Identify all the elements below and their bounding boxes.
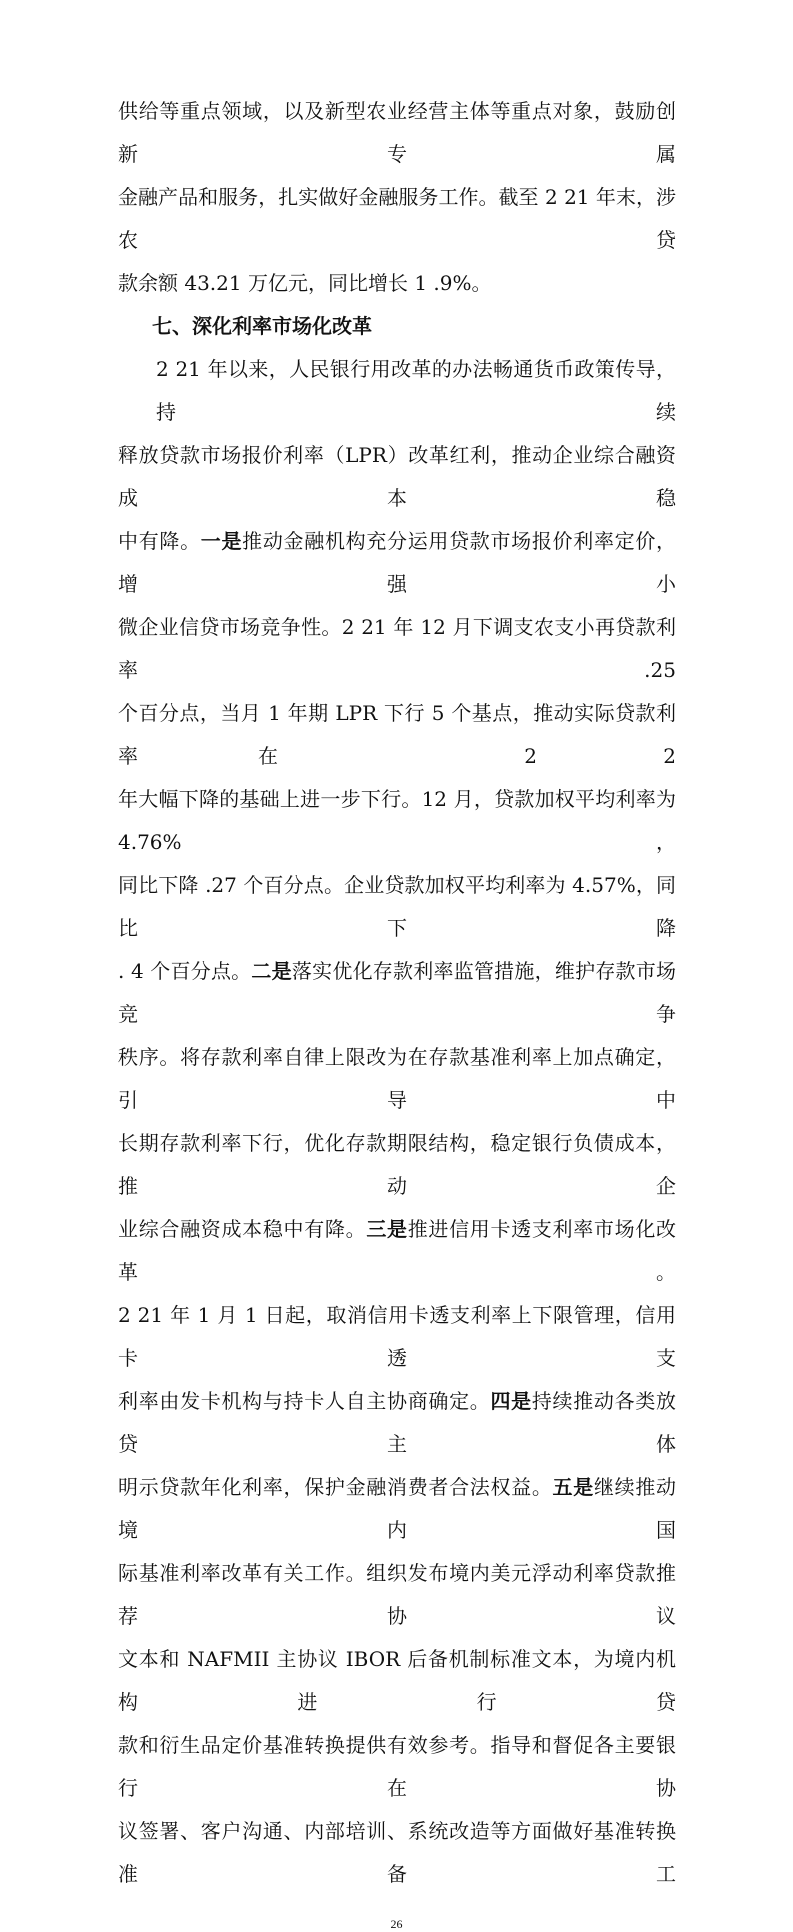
text-segment: 利率由发卡机构与持卡人自主协商确定。 — [118, 1389, 491, 1413]
text-segment: 金融产品和服务，扎实做好金融服务工作。截至 2 21 年末，涉农贷 — [118, 185, 676, 252]
bold-keyword: 五是 — [552, 1475, 594, 1499]
text-segment: 款余额 43.21 万亿元，同比增长 1 .9%。 — [118, 271, 492, 295]
text-segment: 供给等重点领域，以及新型农业经营主体等重点对象，鼓励创新专属 — [118, 99, 676, 166]
text-line — [118, 1036, 676, 1122]
text-line — [118, 1380, 676, 1466]
text-line — [118, 1724, 676, 1810]
text-line — [118, 348, 676, 434]
text-segment: 文本和 NAFMII 主协议 IBOR 后备机制标准文本，为境内机构进行贷 — [118, 1647, 676, 1714]
text-line — [118, 1552, 676, 1638]
text-line — [118, 1208, 676, 1294]
text-line — [118, 778, 676, 864]
text-line — [118, 1294, 676, 1380]
text-line — [118, 262, 676, 305]
text-segment: 议签署、客户沟通、内部培训、系统改造等方面做好基准转换准备工 — [118, 1819, 676, 1886]
bold-keyword: 二是 — [251, 959, 292, 983]
bold-keyword: 四是 — [490, 1389, 532, 1413]
text-line — [118, 1122, 676, 1208]
bold-keyword: 一是 — [200, 529, 243, 553]
text-segment: 年大幅下降的基础上进一步下行。12 月，贷款加权平均利率为 4.76%， — [118, 787, 676, 854]
page-number: 26 — [390, 1917, 403, 1931]
text-line — [118, 520, 676, 606]
text-segment: 际基准利率改革有关工作。组织发布境内美元浮动利率贷款推荐协议 — [118, 1561, 676, 1628]
text-segment: 长期存款利率下行，优化存款期限结构，稳定银行负债成本，推动企 — [118, 1131, 676, 1198]
text-line — [118, 90, 676, 176]
text-line — [118, 864, 676, 950]
text-segment: 明示贷款年化利率，保护金融消费者合法权益。 — [118, 1475, 553, 1499]
text-segment: 推进信用卡透支利率市场化改革。 — [118, 1217, 677, 1284]
text-segment: 同比下降 .27 个百分点。企业贷款加权平均利率为 4.57%，同比下降 — [118, 873, 676, 940]
text-line — [118, 1638, 676, 1724]
text-segment: 秩序。将存款利率自律上限改为在存款基准利率上加点确定，引导中 — [118, 1045, 676, 1112]
text-line — [118, 1466, 676, 1552]
text-line — [118, 692, 676, 778]
text-segment: 2 21 年 1 月 1 日起，取消信用卡透支利率上下限管理，信用卡透支 — [118, 1303, 676, 1370]
text-segment: 微企业信贷市场竞争性。2 21 年 12 月下调支农支小再贷款利率 .25 — [118, 615, 676, 682]
text-segment: 中有降。 — [118, 529, 201, 553]
text-segment: 继续推动境内国 — [118, 1475, 677, 1542]
document-body — [118, 0, 676, 1896]
text-line — [118, 950, 676, 1036]
text-segment: 释放贷款市场报价利率（LPR）改革红利，推动企业综合融资成本稳 — [118, 443, 676, 510]
text-line — [118, 434, 676, 520]
text-segment: 持续推动各类放贷主体 — [118, 1389, 677, 1456]
text-segment: 推动金融机构充分运用贷款市场报价利率定价，增强小 — [118, 529, 677, 596]
text-segment: 款和衍生品定价基准转换提供有效参考。指导和督促各主要银行在协 — [118, 1733, 676, 1800]
text-segment: 个百分点，当月 1 年期 LPR 下行 5 个基点，推动实际贷款利率在 2 2 — [118, 701, 676, 768]
text-segment: 2 21 年以来，人民银行用改革的办法畅通货币政策传导，持续 — [156, 357, 676, 424]
text-segment: 七、深化利率市场化改革 — [152, 314, 372, 338]
bold-keyword: 三是 — [366, 1217, 408, 1241]
text-line — [118, 176, 676, 262]
text-line — [118, 1810, 676, 1896]
text-segment: 落实优化存款利率监管措施，维护存款市场竞争 — [118, 959, 677, 1026]
text-segment: . 4 个百分点。 — [118, 959, 252, 983]
text-line — [118, 606, 676, 692]
text-segment: 业综合融资成本稳中有降。 — [118, 1217, 367, 1241]
section-heading — [118, 305, 676, 348]
